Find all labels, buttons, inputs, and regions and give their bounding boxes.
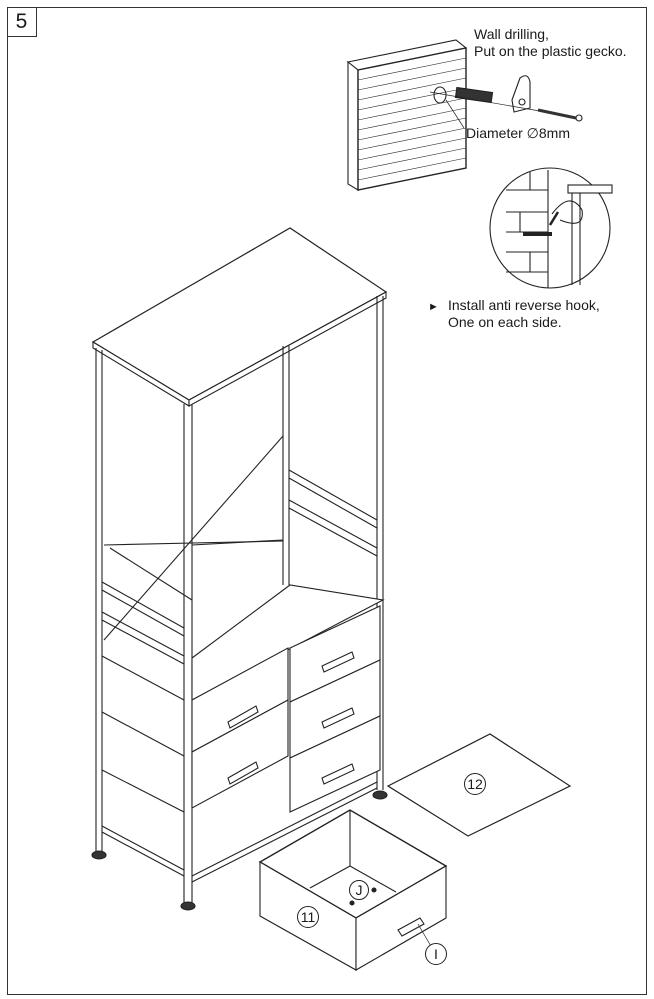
wall-instruction-line1: Wall drilling, xyxy=(474,26,549,42)
hook-detail-circle xyxy=(490,168,612,288)
wall-instruction-line2: Put on the plastic gecko. xyxy=(474,43,627,59)
hook-note-line1: Install anti reverse hook, xyxy=(448,297,600,313)
step-number-text: 5 xyxy=(15,9,28,33)
screw-icon xyxy=(538,110,576,118)
diameter-label: Diameter ∅8mm xyxy=(466,125,570,141)
hook-note-line2: One on each side. xyxy=(448,314,562,330)
part-label-drawer-bottom: 12 xyxy=(464,773,486,795)
shelf-unit-icon xyxy=(92,228,387,910)
part-label-handle: I xyxy=(425,943,447,965)
part-label-drawer-box: 11 xyxy=(297,906,319,928)
bullet-arrow-icon: ► xyxy=(428,301,439,313)
part-label-screw: J xyxy=(349,880,369,900)
brick-wall-icon xyxy=(348,40,466,190)
